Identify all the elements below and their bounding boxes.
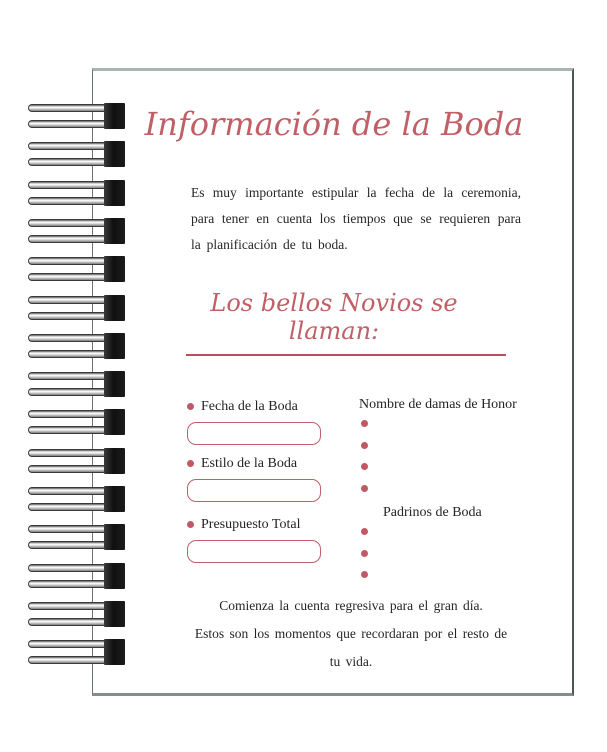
field-label: Estilo de la Boda	[201, 455, 298, 471]
couple-heading: Los bellos Novios se llaman:	[210, 289, 458, 345]
list-bullet-row	[359, 413, 539, 435]
footer-text	[161, 592, 541, 676]
presupuesto-total-input[interactable]	[187, 540, 321, 563]
bullet-icon	[361, 442, 368, 449]
list-bullet-row	[359, 564, 539, 586]
footer-line: Comienza la cuenta regresiva para el gran día.	[219, 598, 483, 613]
field-label-row	[187, 456, 337, 471]
field-label-row	[187, 399, 337, 414]
bullet-list	[359, 397, 539, 499]
bullet-icon	[361, 485, 368, 492]
bullet-icon	[361, 528, 368, 535]
list-bullet-row	[359, 435, 539, 457]
bullet-icon	[187, 460, 194, 467]
list-bullet-row	[359, 478, 539, 500]
form-field	[187, 399, 337, 445]
list-bullet-row	[359, 456, 539, 478]
form-field	[187, 517, 337, 563]
list-heading: Padrinos de Boda	[383, 505, 482, 520]
list-heading: Nombre de damas de Honor	[359, 397, 517, 412]
bullet-icon	[361, 571, 368, 578]
footer-line: tu vida.	[329, 654, 373, 669]
notebook-page	[92, 68, 574, 696]
bullet-list	[359, 505, 539, 586]
footer-line: Estos son los momentos que recordaran por el resto de	[194, 626, 508, 641]
bullet-icon	[361, 420, 368, 427]
list-bullet-row	[359, 521, 539, 543]
form-field	[187, 456, 337, 502]
estilo-de-la-boda-input[interactable]	[187, 479, 321, 502]
field-label-row	[187, 517, 337, 532]
field-label: Presupuesto Total	[201, 516, 301, 532]
bullet-icon	[187, 403, 194, 410]
bullet-icon	[361, 550, 368, 557]
list-bullet-row	[359, 543, 539, 565]
field-label: Fecha de la Boda	[201, 398, 298, 414]
names-line	[186, 354, 506, 356]
bullet-icon	[187, 521, 194, 528]
fecha-de-la-boda-input[interactable]	[187, 422, 321, 445]
page-title: Información de la Boda	[144, 105, 524, 143]
bullet-icon	[361, 463, 368, 470]
intro-text: Es muy importante estipular la fecha de la ceremonia, para tener en cuenta los tiempos que se requieren para la planificación de tu boda.	[191, 185, 521, 252]
